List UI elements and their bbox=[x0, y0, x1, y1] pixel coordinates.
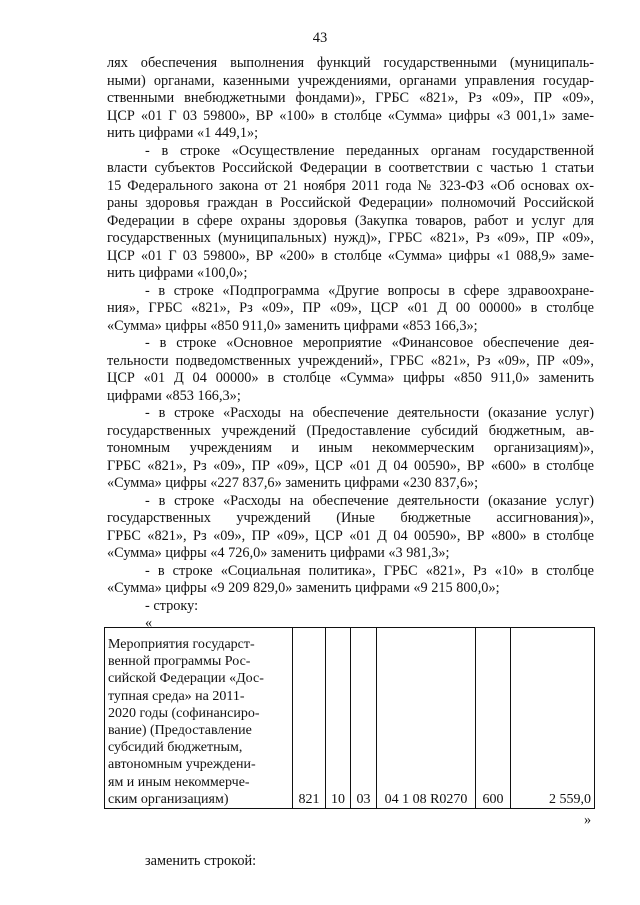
row-name-line: сийской Федерации «Дос- bbox=[108, 671, 264, 687]
pr-cell: 03 bbox=[351, 628, 377, 809]
body-text-line: «Сумма» цифры «9 209 829,0» заменить цифрами «9 215 800,0»; bbox=[107, 580, 500, 596]
body-text-line: «Сумма» цифры «227 837,6» заменить цифрами «230 837,6»; bbox=[107, 475, 479, 491]
rz-cell: 10 bbox=[326, 628, 351, 809]
body-text-line: ЦСР «01 Г 03 59800», ВР «100» в столбце «Сумма» цифры «3 001,1» заме- bbox=[107, 107, 594, 124]
body-text-line: - в строке «Расходы на обеспечение деятельности (оказание услуг) bbox=[145, 492, 594, 509]
body-text-line: «Сумма» цифры «850 911,0» заменить цифрами «853 166,3»; bbox=[107, 317, 478, 334]
row-name-line: 2020 годы (софинансиро- bbox=[108, 705, 260, 721]
body-text-line: - в строке «Осуществление переданных органам государственной bbox=[145, 142, 594, 159]
body-text-line: Федерации в сфере охраны здоровья (Закупка товаров, работ и услуг для bbox=[107, 212, 594, 229]
replace-with-label: заменить строкой: bbox=[145, 853, 257, 869]
row-name-line: Мероприятия государст- bbox=[108, 636, 255, 652]
body-text-line: нить цифрами «1 449,1»; bbox=[107, 125, 259, 141]
body-text-line: - в строке «Основное мероприятие «Финансовое обеспечение дея- bbox=[145, 335, 594, 351]
body-text-line: власти субъектов Российской Федерации в соответствии с частью 1 статьи bbox=[107, 160, 594, 176]
body-text-line: цифрами «853 166,3»; bbox=[107, 387, 241, 404]
body-text-line: раны здоровья граждан в Российской Федерации» полномочий Российской bbox=[107, 195, 594, 211]
body-text-line: - в строке «Социальная политика», ГРБС «821», Рз «10» в столбце bbox=[145, 562, 594, 579]
body-text-line: - в строке «Подпрограмма «Другие вопросы в сфере здравоохране- bbox=[145, 282, 594, 299]
row-name-line: вание) (Предоставление bbox=[108, 722, 252, 738]
body-text-line: ными) органами, казенными учреждениями, органами управления государ- bbox=[107, 72, 594, 89]
table-row bbox=[105, 628, 595, 809]
row-name-line: тупная среда» на 2011- bbox=[108, 688, 245, 704]
row-name-line: венной программы Рос- bbox=[108, 654, 251, 670]
vr-cell: 600 bbox=[476, 628, 511, 809]
body-text-line: ния», ГРБС «821», Рз «09», ПР «09», ЦСР «01 Д 00 00000» в столбце bbox=[107, 300, 594, 316]
csr-cell: 04 1 08 R0270 bbox=[377, 628, 476, 809]
body-text-line: лях обеспечения выполнения функций государственными (муниципаль- bbox=[107, 55, 594, 71]
body-text-line: ственными внебюджетными фондами)», ГРБС «821», Рз «09», ПР «09», bbox=[107, 90, 594, 106]
body-text-line: - в строке «Расходы на обеспечение деятельности (оказание услуг) bbox=[145, 405, 594, 421]
body-text-line: ГРБС «821», Рз «09», ПР «09», ЦСР «01 Д 04 00590», ВР «800» в столбце bbox=[107, 527, 594, 544]
body-text-line: государственных (муниципальных) нужд)», ГРБС «821», Рз «09», ПР «09», bbox=[107, 230, 594, 246]
body-text-line: - строку: bbox=[145, 597, 199, 614]
body-text-line: ГРБС «821», Рз «09», ПР «09», ЦСР «01 Д 04 00590», ВР «600» в столбце bbox=[107, 457, 594, 474]
grbs-cell: 821 bbox=[293, 628, 326, 809]
row-name-line: ским организациям) bbox=[108, 791, 229, 807]
body-text-line: ЦСР «01 Д 04 00000» в столбце «Сумма» цифры «850 911,0» заменить bbox=[107, 370, 594, 386]
body-text-line: нить цифрами «100,0»; bbox=[107, 265, 248, 281]
page-number: 43 bbox=[312, 30, 328, 46]
body-text-line: «Сумма» цифры «4 726,0» заменить цифрами «3 981,3»; bbox=[107, 545, 450, 561]
body-text-line: тельности подведомственных учреждений», ГРБС «821», Рз «09», ПР «09», bbox=[107, 352, 594, 369]
row-name-line: субсидий бюджетным, bbox=[108, 740, 243, 756]
body-text-line: государственных учреждений (Предоставление субсидий бюджетным, ав- bbox=[107, 422, 594, 439]
row-name-line: ям и иным некоммерче- bbox=[108, 774, 250, 790]
sum-cell: 2 559,0 bbox=[511, 628, 595, 809]
row-name-cell bbox=[105, 628, 293, 809]
body-text-line: ЦСР «01 Г 03 59800», ВР «200» в столбце «Сумма» цифры «1 088,9» заме- bbox=[107, 247, 594, 264]
body-text-line: государственных учреждений (Иные бюджетные ассигнования)», bbox=[107, 510, 594, 526]
closing-quote: » bbox=[584, 812, 592, 828]
body-text-line: тономным учреждениям и иным некоммерческим организациям)», bbox=[107, 440, 594, 456]
budget-table bbox=[104, 627, 595, 809]
opening-quote: « bbox=[145, 615, 153, 631]
row-name-line: автономным учреждени- bbox=[108, 757, 256, 773]
body-text-line: 15 Федерального закона от 21 ноября 2011 года № 323-ФЗ «Об основах ох- bbox=[107, 177, 594, 194]
